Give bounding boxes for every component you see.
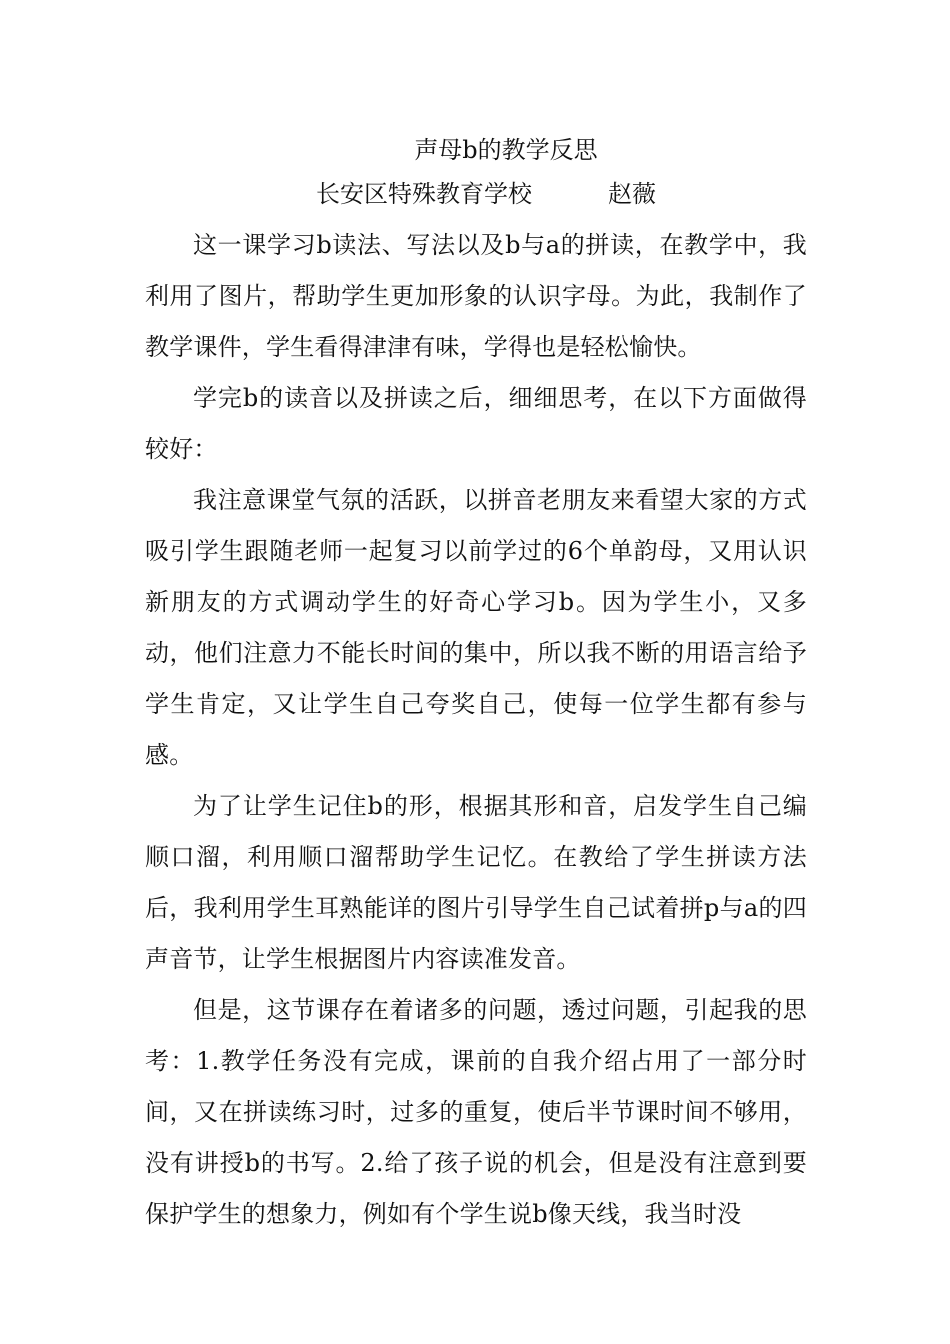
paragraph-1: 这一课学习b读法、写法以及b与a的拼读，在教学中，我利用了图片，帮助学生更加形象的认识字母。为此，我制作了教学课件，学生看得津津有味，学得也是轻松愉快。 bbox=[145, 231, 807, 361]
author-name: 赵薇 bbox=[608, 180, 656, 208]
author-line bbox=[145, 172, 807, 216]
paragraph-4: 为了让学生记住b的形，根据其形和音，启发学生自己编顺口溜，利用顺口溜帮助学生记忆。在教给了学生拼读方法后，我利用学生耳熟能详的图片引导学生自己试着拼p与a的四声音节，让学生根据图片内容读准发音。 bbox=[145, 792, 807, 973]
paragraph-3: 我注意课堂气氛的活跃，以拼音老朋友来看望大家的方式吸引学生跟随老师一起复习以前学过的6个单韵母，又用认识新朋友的方式调动学生的好奇心学习b。因为学生小，又多动，他们注意力不能长时间的集中，所以我不断的用语言给予学生肯定，又让学生自己夸奖自己，使每一位学生都有参与感。 bbox=[145, 486, 807, 769]
paragraph-5: 但是，这节课存在着诸多的问题，透过问题，引起我的思考：1.教学任务没有完成，课前的自我介绍占用了一部分时间，又在拼读练习时，过多的重复，使后半节课时间不够用，没有讲授b的书写。2.给了孩子说的机会，但是没有注意到要保护学生的想象力，例如有个学生说b像天线，我当时没 bbox=[145, 996, 807, 1228]
document-title: 声母b的教学反思 bbox=[414, 136, 598, 164]
paragraph-2: 学完b的读音以及拼读之后，细细思考，在以下方面做得较好： bbox=[145, 384, 807, 463]
school-name: 长安区特殊教育学校 bbox=[316, 180, 532, 208]
document-body bbox=[145, 128, 807, 1240]
